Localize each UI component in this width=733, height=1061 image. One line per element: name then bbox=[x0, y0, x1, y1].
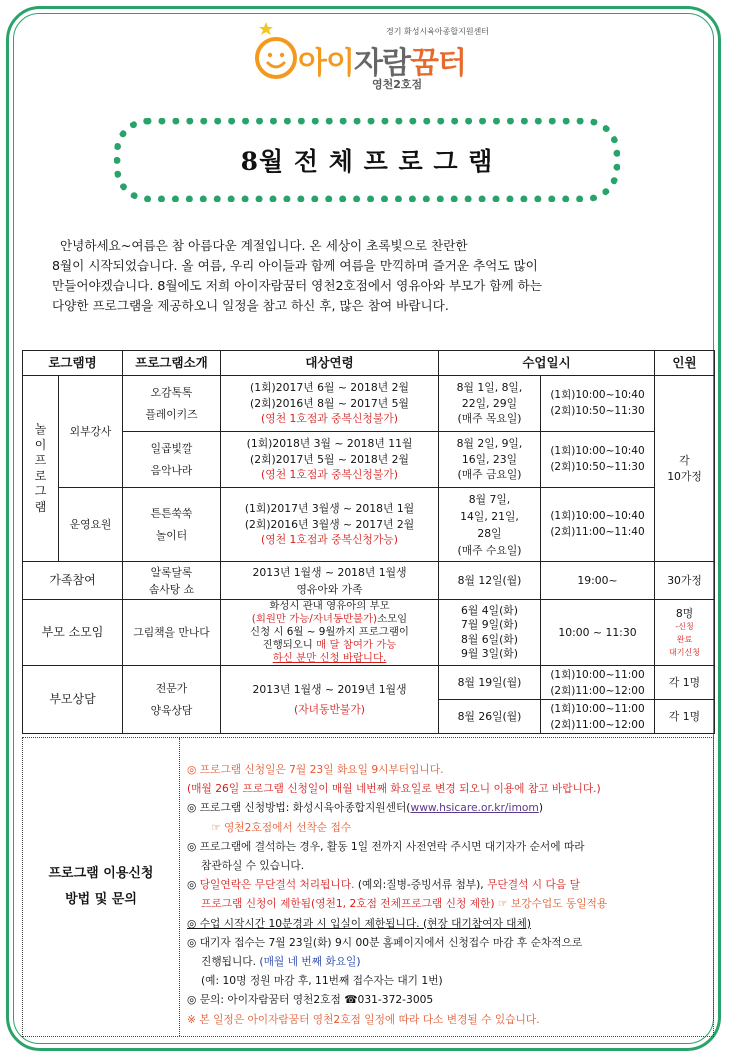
page-title-box bbox=[114, 118, 620, 202]
info-line: ◎ 대기자 접수는 7월 23일(화) 9시 00분 홈페이지에서 신청접수 마감 후 순차적으로 bbox=[187, 935, 583, 949]
info-line: 프로그램 신청이 제한됨(영천1, 2호점 전체프로그램 신청 제한) ☞ 보강수업도 동일적용 bbox=[201, 897, 608, 911]
logo-branch: 영천2호점 bbox=[372, 78, 423, 91]
class-times: (1회)10:00~11:00 (2회)11:00~12:00 bbox=[541, 666, 655, 700]
header-class-schedule: 수업일시 bbox=[439, 351, 655, 376]
table-row bbox=[23, 600, 715, 666]
logo-title-b: 자람 bbox=[353, 46, 410, 81]
target-age: 2013년 1월생 ~ 2018년 1월생 영유아와 가족 bbox=[221, 562, 439, 600]
info-line: (예: 10명 정원 마감 후, 11번째 접수자는 대기 1번) bbox=[201, 974, 443, 988]
application-info-box bbox=[22, 737, 714, 1037]
table-row bbox=[23, 432, 715, 488]
class-times: (1회)10:00~10:40 (2회)10:50~11:30 bbox=[541, 376, 655, 432]
info-line: ◎ 문의: 아이자람꿈터 영천2호점 ☎031-372-3005 bbox=[187, 993, 434, 1007]
table-row bbox=[23, 562, 715, 600]
header-target-age: 대상연령 bbox=[221, 351, 439, 376]
info-line: ☞ 영천2호점에서 선착순 접수 bbox=[211, 820, 352, 834]
class-times: 10:00 ~ 11:30 bbox=[541, 600, 655, 666]
table-header-row bbox=[23, 351, 715, 376]
parent-capacity: 8명 -신청 완료 대기신청 bbox=[655, 600, 715, 666]
family-label: 가족참여 bbox=[23, 562, 123, 600]
logo-title-a: 아이 bbox=[298, 46, 354, 81]
class-times: (1회)10:00~10:40 (2회)10:50~11:30 bbox=[541, 432, 655, 488]
consult-capacity: 각 1명 bbox=[655, 666, 715, 700]
target-age: (1회)2017년 6월 ~ 2018년 2월 (2회)2016년 8월 ~ 2017년 5월 (영천 1호점과 중복신청불가) bbox=[221, 376, 439, 432]
play-capacity: 각 10가정 bbox=[655, 376, 715, 562]
program-name: 튼튼쑥쑥 놀이터 bbox=[123, 488, 221, 562]
operating-staff-label: 운영요원 bbox=[59, 488, 123, 562]
outside-instructor-label: 외부강사 bbox=[59, 376, 123, 488]
play-program-label: 놀 이 프 로 그 램 bbox=[23, 376, 59, 562]
table-row bbox=[23, 666, 715, 700]
program-name: 전문가 양육상담 bbox=[123, 666, 221, 734]
info-line: ◎ 프로그램 신청일은 7월 23일 화요일 9시부터입니다. bbox=[187, 763, 444, 776]
header-capacity: 인원 bbox=[655, 351, 715, 376]
intro-line: 안녕하세요~여름은 참 아름다운 계절입니다. 온 세상이 초록빛으로 찬란한 bbox=[60, 238, 468, 253]
target-age: 화성시 관내 영유아의 부모 (회원만 가능/자녀동반불가)소모임 신청 시 6월 ~ 9월까지 프로그램이 진행되오니 매 달 참여가 가능 하신 분만 신청 바랍니다. bbox=[221, 600, 439, 666]
info-line: ◎ 수업 시작시간 10분경과 시 입실이 제한됩니다. (현장 대기참여자 대체) bbox=[187, 916, 531, 930]
consult-capacity: 각 1명 bbox=[655, 700, 715, 734]
homepage-link[interactable]: www.hsicare.or.kr/imom bbox=[410, 801, 539, 815]
class-dates: 8월 2일, 9일, 16일, 23일 (매주 금요일) bbox=[439, 432, 541, 488]
child-face-logo-icon bbox=[254, 22, 298, 82]
program-name: 그림책을 만나다 bbox=[123, 600, 221, 666]
class-dates: 8월 12일(월) bbox=[439, 562, 541, 600]
info-line: ◎ 프로그램 신청방법: 화성시육아종합지원센터(www.hsicare.or.kr/imom) bbox=[187, 801, 543, 815]
page-title: 8월 전 체 프 로 그 램 bbox=[240, 147, 494, 176]
table-row bbox=[23, 376, 715, 432]
application-info-body bbox=[187, 760, 711, 1029]
class-dates: 8월 19일(월) bbox=[439, 666, 541, 700]
target-age: 2013년 1월생 ~ 2019년 1월생 (자녀동반불가) bbox=[221, 666, 439, 734]
intro-line: 만들어야겠습니다. 8월에도 저희 아이자람꿈터 영천2호점에서 영유아와 부모가 함께 하는 bbox=[52, 278, 543, 293]
class-times: (1회)10:00~10:40 (2회)11:00~11:40 bbox=[541, 488, 655, 562]
info-line: 진행됩니다. (매월 네 번째 화요일) bbox=[201, 955, 361, 969]
program-table bbox=[22, 350, 715, 734]
consult-label: 부모상담 bbox=[23, 666, 123, 734]
intro-line: 다양한 프로그램을 제공하오니 일정을 참고 하신 후, 많은 참여 바랍니다. bbox=[52, 298, 449, 313]
table-row bbox=[23, 488, 715, 562]
info-line: (매월 26일 프로그램 신청일이 매월 네번째 화요일로 변경 되오니 이용에 참고 바랍니다.) bbox=[187, 782, 601, 796]
program-name: 알록달록 솜사탕 쇼 bbox=[123, 562, 221, 600]
class-times: 19:00~ bbox=[541, 562, 655, 600]
application-info-label: 프로그램 이용신청 방법 및 문의 bbox=[23, 738, 180, 1036]
program-name: 오감톡톡 플레이키즈 bbox=[123, 376, 221, 432]
info-line: 참관하실 수 있습니다. bbox=[201, 859, 305, 873]
target-age: (1회)2018년 3월 ~ 2018년 11월 (2회)2017년 5월 ~ 2018년 2월 (영천 1호점과 중복신청불가) bbox=[221, 432, 439, 488]
class-dates: 8월 1일, 8일, 22일, 29일 (매주 목요일) bbox=[439, 376, 541, 432]
class-dates: 8월 26일(월) bbox=[439, 700, 541, 734]
class-times: (1회)10:00~11:00 (2회)11:00~12:00 bbox=[541, 700, 655, 734]
header-program-intro: 프로그램소개 bbox=[123, 351, 221, 376]
class-dates: 8월 7일, 14일, 21일, 28일 (매주 수요일) bbox=[439, 488, 541, 562]
class-dates: 6월 4일(화) 7월 9일(화) 8월 6일(화) 9월 3일(화) bbox=[439, 600, 541, 666]
info-line: ◎ 당일연락은 무단결석 처리됩니다. (예외:질병-증빙서류 첨부), 무단결석 시 다음 달 bbox=[187, 878, 580, 892]
parent-group-label: 부모 소모임 bbox=[23, 600, 123, 666]
header-program-name: 로그램명 bbox=[23, 351, 123, 376]
intro-line: 8월이 시작되었습니다. 올 여름, 우리 아이들과 함께 여름을 만끽하며 즐거운 추억도 많이 bbox=[52, 258, 538, 273]
target-age: (1회)2017년 3월생 ~ 2018년 1월 (2회)2016년 3월생 ~ 2017년 2월 (영천 1호점과 중복신청가능) bbox=[221, 488, 439, 562]
program-name: 일곱빛깔 음악나라 bbox=[123, 432, 221, 488]
logo bbox=[254, 22, 490, 92]
info-line: ※ 본 일정은 아이자람꿈터 영천2호점 일정에 따라 다소 변경될 수 있습니다. bbox=[187, 1012, 540, 1026]
info-line: ◎ 프로그램에 결석하는 경우, 활동 1일 전까지 사전연락 주시면 대기자가 순서에 따라 bbox=[187, 839, 585, 853]
logo-title-c: 꿈터 bbox=[409, 46, 466, 81]
intro-text bbox=[52, 236, 692, 316]
logo-org-name: 경기 화성시육아종합지원센터 bbox=[386, 27, 490, 36]
family-capacity: 30가정 bbox=[655, 562, 715, 600]
